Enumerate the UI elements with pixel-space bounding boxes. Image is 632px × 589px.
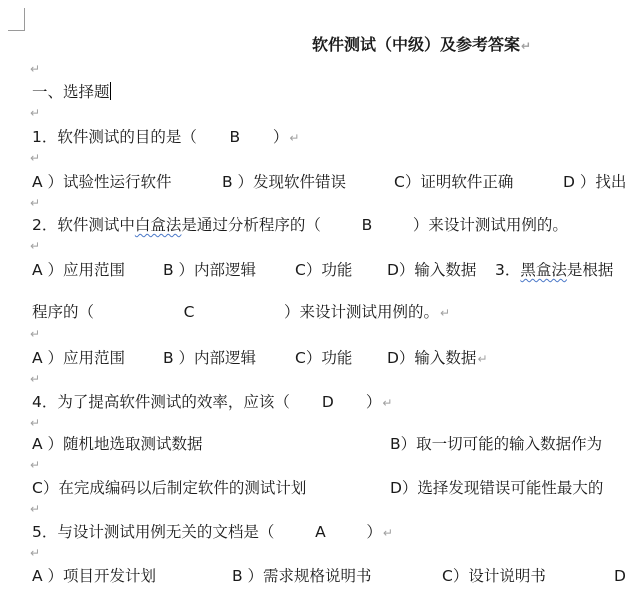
answer-3: C <box>183 303 195 321</box>
question-4: 4．为了提高软件测试的效率，应该（ D ）↵ <box>32 393 393 411</box>
section-heading: 一、选择题 <box>32 83 110 101</box>
empty-paragraph-mark-icon: ↵ <box>30 151 41 165</box>
option-a: A ）试验性运行软件 <box>32 173 172 191</box>
question-5-options <box>32 566 632 586</box>
option-c: C）功能 <box>295 349 353 367</box>
option-d: D）输入数据 <box>387 261 477 279</box>
page-corner-mark <box>8 8 25 31</box>
question-4-options-row-2 <box>32 478 632 498</box>
question-3-options <box>32 348 632 368</box>
empty-paragraph-mark-icon: ↵ <box>30 327 41 341</box>
option-a: A ）项目开发计划 <box>32 567 157 585</box>
question-2: 2．软件测试中白盒法是通过分析程序的（ B ）来设计测试用例的。 <box>32 216 568 234</box>
option-b: B ）发现软件错误 <box>222 173 347 191</box>
option-d: D）输入数据↵ <box>387 349 488 367</box>
empty-paragraph-mark-icon: ↵ <box>30 239 41 253</box>
answer-5: A <box>315 523 326 541</box>
option-a: A ）应用范围 <box>32 349 126 367</box>
answer-4: D <box>321 393 334 411</box>
option-a: A ）应用范围 <box>32 261 126 279</box>
question-4-options-row-1 <box>32 434 632 454</box>
empty-paragraph-mark-icon: ↵ <box>30 502 41 516</box>
option-d: D ）找出 <box>563 173 627 191</box>
paragraph-mark-icon: ↵ <box>521 39 532 53</box>
question-5: 5．与设计测试用例无关的文档是（ A ）↵ <box>32 523 393 541</box>
option-c: C）在完成编码以后制定软件的测试计划 <box>32 479 307 497</box>
option-d: D <box>614 567 626 585</box>
option-b: B ）内部逻辑 <box>163 349 257 367</box>
paragraph-mark-icon: ↵ <box>289 131 300 145</box>
empty-paragraph-mark-icon: ↵ <box>30 62 41 76</box>
empty-paragraph-mark-icon: ↵ <box>30 416 41 430</box>
paragraph-mark-icon: ↵ <box>477 352 488 366</box>
option-b: B）取一切可能的输入数据作为 <box>390 435 603 453</box>
option-b: B ）内部逻辑 <box>163 261 257 279</box>
option-a: A ）随机地选取测试数据 <box>32 435 203 453</box>
empty-paragraph-mark-icon: ↵ <box>30 106 41 120</box>
paragraph-mark-icon: ↵ <box>440 306 451 320</box>
option-d: D）选择发现错误可能性最大的 <box>390 479 604 497</box>
option-c: C）设计说明书 <box>442 567 546 585</box>
paragraph-mark-icon: ↵ <box>382 396 393 410</box>
empty-paragraph-mark-icon: ↵ <box>30 458 41 472</box>
answer-2: B <box>361 216 373 234</box>
question-1: 1．软件测试的目的是（ B ）↵ <box>32 128 300 146</box>
question-3: 程序的（ C ）来设计测试用例的。↵ <box>32 303 451 321</box>
paragraph-mark-icon: ↵ <box>382 526 393 540</box>
empty-paragraph-mark-icon: ↵ <box>30 372 41 386</box>
spellcheck-underline: 黑盒法 <box>520 261 567 279</box>
question-3-start: 3．黑盒法是根据 <box>495 261 614 279</box>
document-title: 软件测试（中级）及参考答案↵ <box>312 35 532 54</box>
question-1-options <box>32 172 632 192</box>
empty-paragraph-mark-icon: ↵ <box>30 546 41 560</box>
option-c: C）功能 <box>295 261 353 279</box>
option-c: C）证明软件正确 <box>394 173 514 191</box>
spellcheck-underline: 白盒法 <box>134 216 182 234</box>
question-2-options <box>32 260 632 280</box>
option-b: B ）需求规格说明书 <box>232 567 372 585</box>
text-cursor <box>110 82 111 100</box>
answer-1: B <box>229 128 241 146</box>
empty-paragraph-mark-icon: ↵ <box>30 196 41 210</box>
